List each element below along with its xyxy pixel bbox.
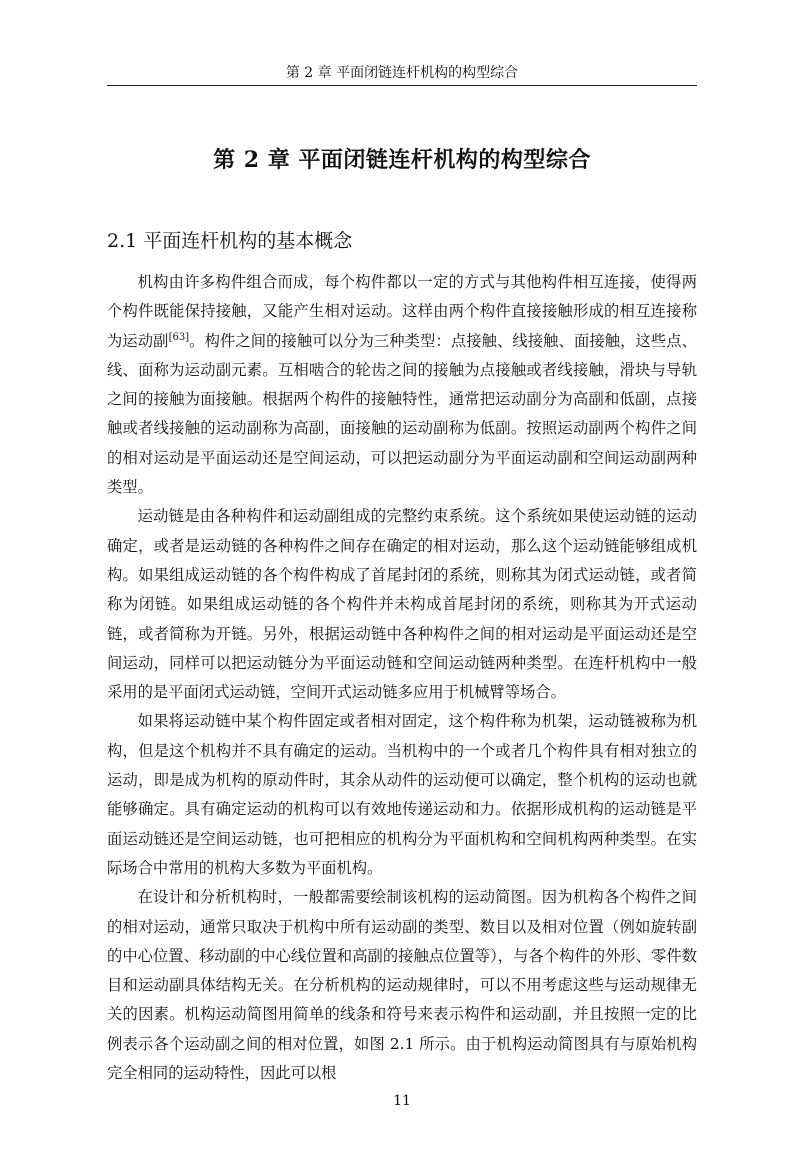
header-rule bbox=[107, 85, 697, 86]
paragraph-text: 。构件之间的接触可以分为三种类型：点接触、线接触、面接触，这些点、线、面称为运动副元素。互相啮合的轮齿之间的接触为点接触或者线接触，滑块与导轨之间的接触为面接触。根据两个构件的接触特性，通常把运动副分为高副和低副，点接触或者线接触的运动副称为高副，面接触的运动副称为低副。按照运动副两个构件之间的相对运动是平面运动还是空间运动，可以把运动副分为平面运动副和空间运动副两种类型。 bbox=[107, 331, 697, 497]
paragraph: 运动链是由各种构件和运动副组成的完整约束系统。这个系统如果使运动链的运动确定，或者是运动链的各种构件之间存在确定的相对运动，那么这个运动链能够组成机构。如果组成运动链的各个构件构成了首尾封闭的系统，则称其为闭式运动链，或者简称为闭链。如果组成运动链的各个构件并未构成首尾封闭的系统，则称其为开式运动链，或者简称为开链。另外，根据运动链中各种构件之间的相对运动是平面运动还是空间运动，同样可以把运动链分为平面运动链和空间运动链两种类型。在连杆机构中一般采用的是平面闭式运动链，空间开式运动链多应用于机械臂等场合。 bbox=[107, 507, 697, 702]
paragraph-text: 机构由许多构件组合而成，每个构件都以一定的方式与其他构件相互连接，使得两个构件既能保持接触，又能产生相对运动。这样由两个构件直接接触形成的相互连接称为运动副 bbox=[107, 273, 697, 350]
paragraph bbox=[107, 268, 697, 502]
chapter-title: 第 2 章 平面闭链连杆机构的构型综合 bbox=[213, 147, 591, 173]
citation-ref: [63] bbox=[168, 331, 190, 343]
paragraph: 在设计和分析机构时，一般都需要绘制该机构的运动简图。因为机构各个构件之间的相对运动，通常只取决于机构中所有运动副的类型、数目以及相对位置（例如旋转副的中心位置、移动副的中心线位置和高副的接触点位置等），与各个构件的外形、零件数目和运动副具体结构无关。在分析机构的运动规律时，可以不用考虑这些与运动规律无关的因素。机构运动简图用简单的线条和符号来表示构件和运动副，并且按照一定的比例表示各个运动副之间的相对位置，如图 2.1 所示。由于机构运动简图具有与原始机构完全相同的运动特性，因此可以根 bbox=[107, 888, 697, 1083]
running-head: 第 2 章 平面闭链连杆机构的构型综合 bbox=[285, 65, 519, 81]
paragraph: 如果将运动链中某个构件固定或者相对固定，这个构件称为机架，运动链被称为机构，但是这个机构并不具有确定的运动。当机构中的一个或者几个构件具有相对独立的运动，即是成为机构的原动件时，其余从动件的运动便可以确定，整个机构的运动也就能够确定。具有确定运动的机构可以有效地传递运动和力。依据形成机构的运动链是平面运动链还是空间运动链，也可把相应的机构分为平面机构和空间机构两种类型。在实际场合中常用的机构大多数为平面机构。 bbox=[107, 712, 697, 877]
section-title: 2.1 平面连杆机构的基本概念 bbox=[107, 230, 353, 252]
page-number: 11 bbox=[393, 1093, 411, 1109]
body-text bbox=[107, 268, 697, 1088]
